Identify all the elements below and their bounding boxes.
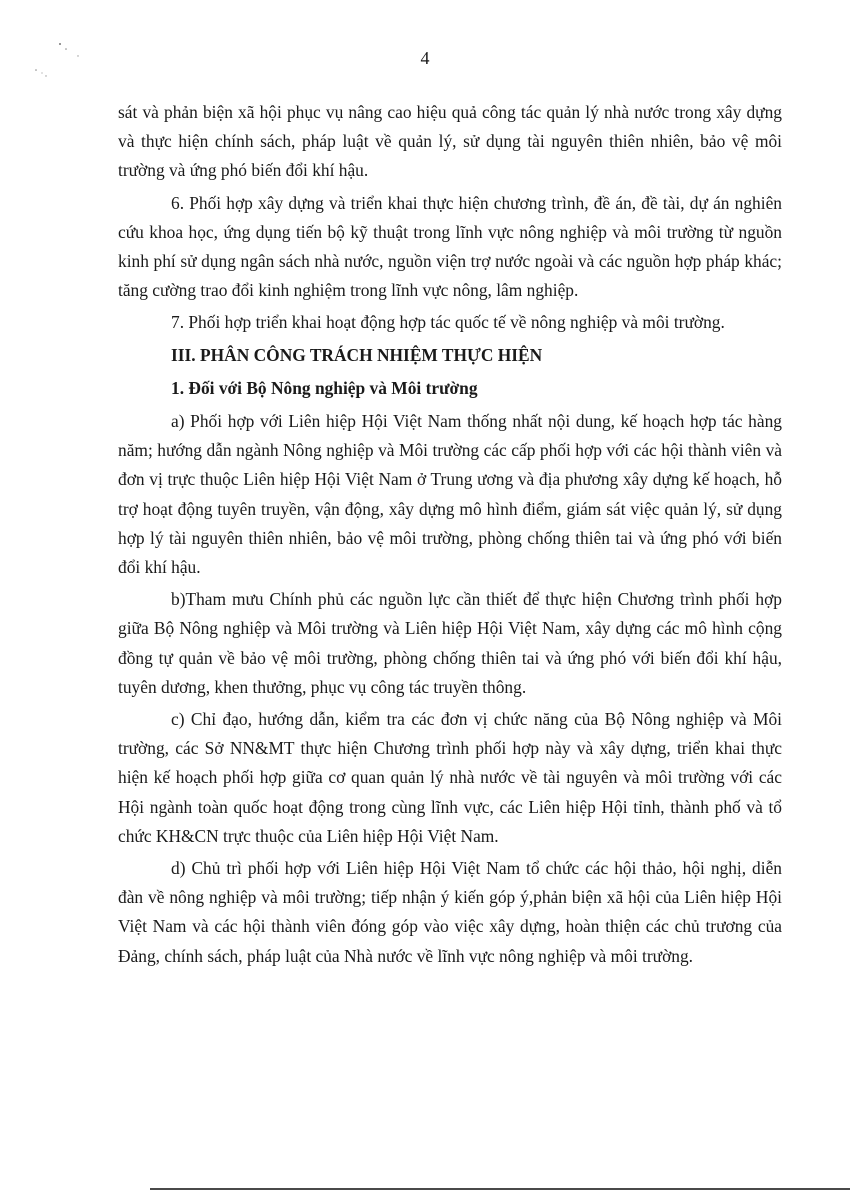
scan-edge-line	[150, 1188, 850, 1190]
paragraph-item-c: c) Chỉ đạo, hướng dẫn, kiểm tra các đơn vị chức năng của Bộ Nông nghiệp và Môi trường, các Sở NN&MT thực hiện Chương trình phối hợp này và xây dựng, triển khai thực hiện kế hoạch phối hợp giữa cơ quan quản lý nhà nước về tài nguyên và môi trường với các Hội ngành toàn quốc hoạt động trong cùng lĩnh vực, các Liên hiệp Hội tỉnh, thành phố và tổ chức KH&CN trực thuộc của Liên hiệp Hội Việt Nam.	[118, 709, 782, 846]
page-number: 4	[420, 48, 430, 68]
paragraph-item-d: d) Chủ trì phối hợp với Liên hiệp Hội Việt Nam tổ chức các hội thảo, hội nghị, diễn đàn về nông nghiệp và môi trường; tiếp nhận ý kiến góp ý,phản biện xã hội của Liên hiệp Hội Việt Nam và các hội thành viên đóng góp vào việc xây dựng, hoàn thiện các chủ trương của Đảng, chính sách, pháp luật của Nhà nước về lĩnh vực nông nghiệp và môi trường.	[118, 858, 782, 966]
paragraph-item-6: 6. Phối hợp xây dựng và triển khai thực hiện chương trình, đề án, đề tài, dự án nghiên cứu khoa học, ứng dụng tiến bộ kỹ thuật trong lĩnh vực nông nghiệp và môi trường từ nguồn kinh phí sử dụng ngân sách nhà nước, nguồn viện trợ nước ngoài và các nguồn hợp pháp khác; tăng cường trao đổi kinh nghiệm trong lĩnh vực nông, lâm nghiệp.	[118, 192, 782, 301]
paragraph-item-b: b)Tham mưu Chính phủ các nguồn lực cần thiết để thực hiện Chương trình phối hợp giữa Bộ Nông nghiệp và Môi trường và Liên hiệp Hội Việt Nam, xây dựng các mô hình cộng đồng tự quản về bảo vệ môi trường, phòng chống thiên tai và ứng phó với biến đổi khí hậu, tuyên dương, khen thưởng, phục vụ công tác truyền thông.	[118, 589, 782, 697]
paragraph-item-7: 7. Phối hợp triển khai hoạt động hợp tác quốc tế về nông nghiệp và môi trường.	[171, 312, 725, 333]
section-heading: III. PHÂN CÔNG TRÁCH NHIỆM THỰC HIỆN	[171, 344, 543, 365]
paragraph-continuation: sát và phản biện xã hội phục vụ nâng cao hiệu quả công tác quản lý nhà nước trong xây dựng và thực hiện chính sách, pháp luật về quản lý, sử dụng tài nguyên thiên nhiên, bảo vệ môi trường và ứng phó biến đổi khí hậu.	[118, 102, 782, 181]
paragraph-item-a: a) Phối hợp với Liên hiệp Hội Việt Nam thống nhất nội dung, kế hoạch hợp tác hàng năm; hướng dẫn ngành Nông nghiệp và Môi trường các cấp phối hợp với các hội thành viên và đơn vị trực thuộc Liên hiệp Hội Việt Nam ở Trung ương và địa phương xây dựng kế hoạch, hỗ trợ hoạt động tuyên truyền, vận động, xây dựng mô hình điểm, giám sát việc quản lý, sử dụng hợp lý tài nguyên thiên nhiên, bảo vệ môi trường, phòng chống thiên tai và ứng phó với biến đổi khí hậu.	[118, 411, 782, 578]
document-body	[118, 98, 782, 974]
subsection-heading: 1. Đối với Bộ Nông nghiệp và Môi trường	[171, 377, 478, 398]
